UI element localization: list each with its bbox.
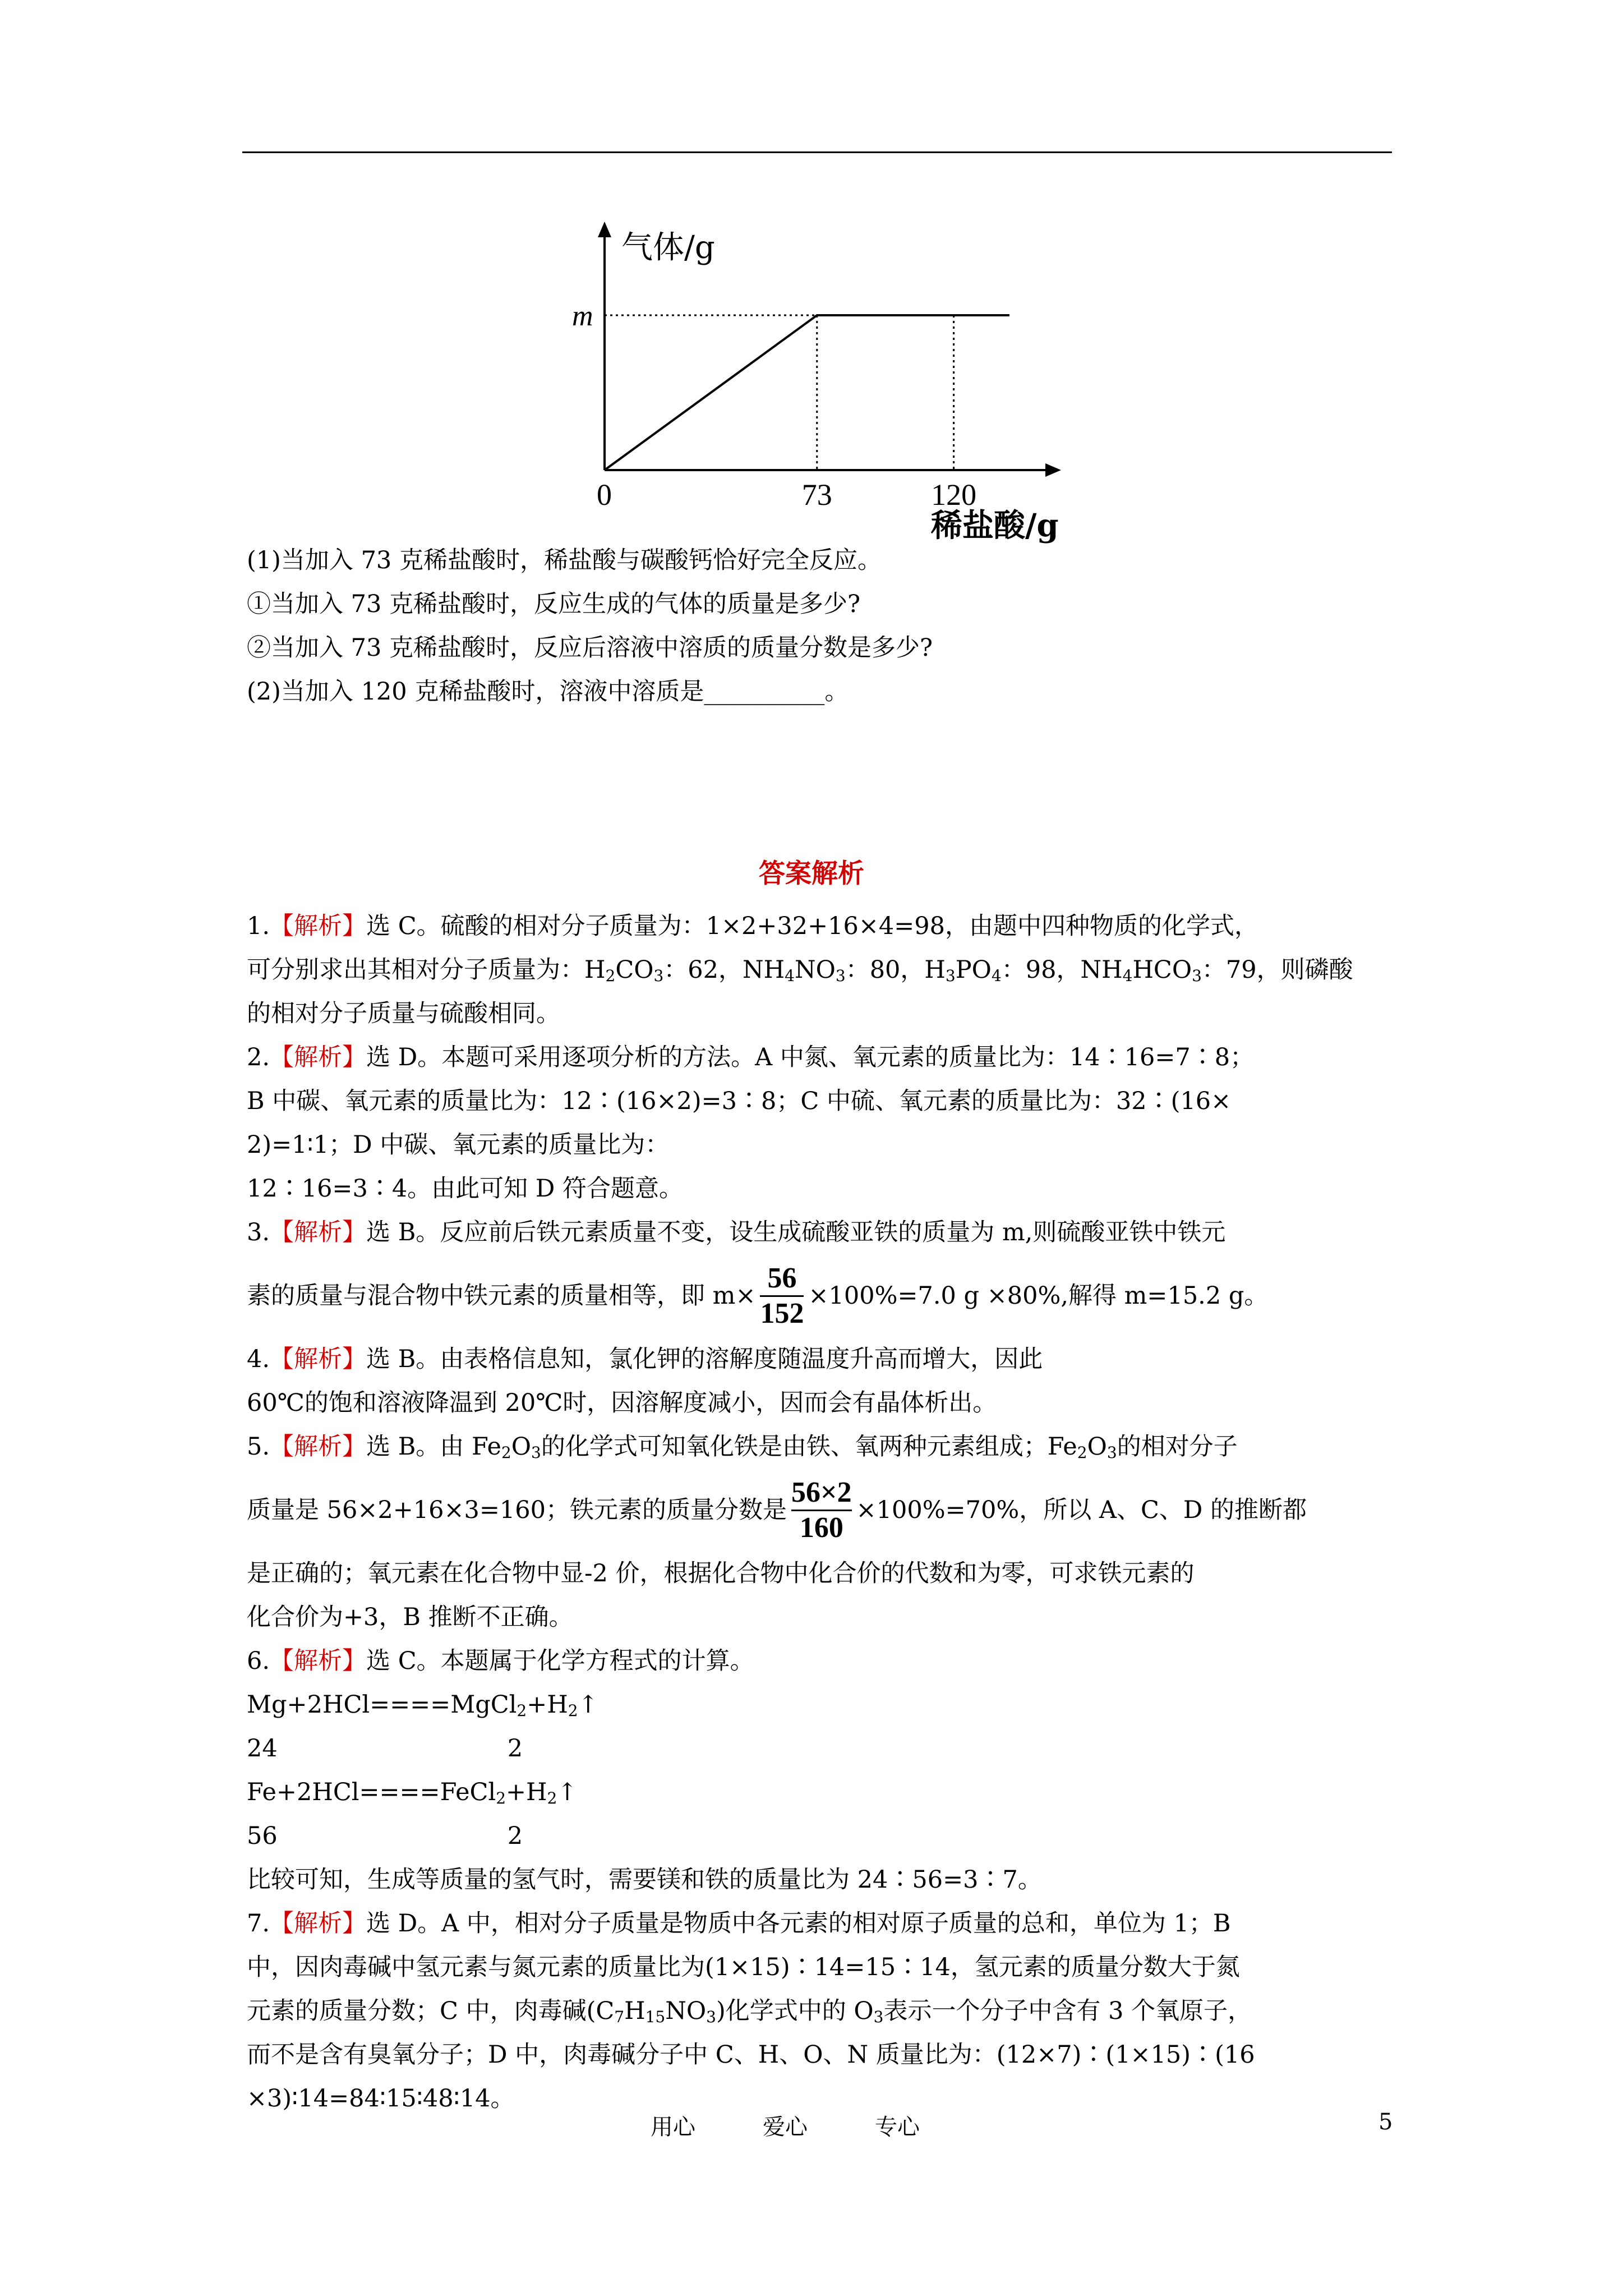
answer-3: 3.【解析】选 B。反应前后铁元素质量不变，设生成硫酸亚铁的质量为 m,则硫酸亚铁中铁元 bbox=[247, 1218, 1226, 1246]
y-axis-label: 气体/g bbox=[621, 229, 715, 266]
fraction: $\frac{56}{152}$ bbox=[760, 1262, 804, 1329]
equation-mg: $Mg+2HCl====MgCl_2+H_2↑$ bbox=[247, 1691, 598, 1720]
equation-fe: $Fe+2HCl====FeCl_2+H_2↑$ bbox=[247, 1778, 578, 1807]
question-block bbox=[247, 539, 1391, 714]
answers-block: 1.【解析】选 C。硫酸的相对分子质量为：1×2+32+16×4=98，由题中四种物质的化学式， 可分别求出其相对分子质量为：$H_2CO_3$：62，$NH_4NO_3$：80，$H_3PO_4$：98，$NH_4HCO_3$：79，则磷酸 的相对分子质量与硫酸相同。 2.【解析】选 D。本题可采用逐项分析的方法。A 中氮、氧元素的质量比为：14∶16=7∶8； B 中碳、氧元素的质量比为：12∶(16×2)=3∶8；C 中硫、氧元素的质量比为：32∶(16× 2)=1∶1；D 中碳、氧元素的质量比为： 12∶16=3∶4。由此可知 D 符合题意。 3.【解析】选 B。反应前后铁元素质量不变，设生成硫酸亚铁的质量为 m,则硫酸亚铁中铁元 素的质量与混合物中铁元素的质量相等，即 m× $\frac{56}{152}$ ×100%=7.0 g ×80%,解得 m=15.2 g。 4.【解析】选 B。由表格信息知，氯化钾的溶解度随温度升高而增大，因此 60℃的饱和溶液降温到 20℃时，因溶解度减小，因而会有晶体析出。 5.【解析】选 B。由 $Fe_2O_3$的化学式可知氧化铁是由铁、氧两种元素组成；$Fe_2O_3$的相对分子 质量是 56×2+16×3=160；铁元素的质量分数是 $\frac{56\times 2}{160}$ ×100%=70%，所以 A、C、D 的推断都 是正确的；氧元素在化合物中显-2 价，根据化合物中化合价的代数和为零，可求铁元素的 化合价为+3，B 推断不正确。 6.【解析】选 C。本题属于化学方程式的计算。 $Mg+2HCl====MgCl_2+H_2↑$ 24 2 $Fe+2HCl====FeCl_2+H_2↑$ 56 2 比较可知，生成等质量的氢气时，需要镁和铁的质量比为 24∶56=3∶7。 7.【解析】选 D。A 中，相对分子质量是物质中各元素的相对原子质量的总和，单位为 1；B 中，因肉毒碱中氢元素与氮元素的质量比为(1×15)∶14=15∶14，氢元素的质量分数大于氮 元素的质量分数；C 中，肉毒碱$(C_7H_{15}NO_3)$化学式中的 $O_3$表示一个分子中含有 3 个氧原子， 而不是含有臭氧分子；D 中，肉毒碱分子中 C、H、O、N 质量比为：(12×7)∶(1×15)∶(16 ×3)∶14=84∶15∶48∶14。 bbox=[247, 904, 1391, 2120]
question-2: (2)当加入 120 克稀盐酸时，溶液中溶质是__________。 bbox=[247, 678, 849, 706]
x-axis-arrow bbox=[1045, 463, 1061, 477]
answers-heading: 答案解析 bbox=[759, 858, 864, 889]
y-tick-m: m bbox=[572, 300, 593, 332]
analysis-tag: 【解析】 bbox=[270, 1043, 367, 1071]
header-rule bbox=[242, 151, 1392, 153]
footer-motto: 用心 爱心 专心 bbox=[651, 2114, 920, 2140]
question-1-a: ①当加入 73 克稀盐酸时，反应生成的气体的质量是多少? bbox=[247, 590, 861, 618]
analysis-tag: 【解析】 bbox=[270, 912, 367, 940]
x-tick-120: 120 bbox=[931, 478, 977, 512]
answer-5: 5.【解析】选 B。由 $Fe_2O_3$的化学式可知氧化铁是由铁、氧两种元素组成；$Fe_2O_3$的相对分子 bbox=[247, 1433, 1238, 1462]
y-axis-arrow bbox=[598, 222, 611, 237]
chart-svg bbox=[538, 219, 1110, 544]
x-tick-0: 0 bbox=[597, 478, 612, 512]
answer-7: 7.【解析】选 D。A 中，相对分子质量是物质中各元素的相对原子质量的总和，单位为 1；B bbox=[247, 1910, 1231, 1938]
series-line bbox=[605, 315, 1009, 470]
analysis-tag: 【解析】 bbox=[270, 1910, 367, 1938]
question-1-b: ②当加入 73 克稀盐酸时，反应后溶液中溶质的质量分数是多少? bbox=[247, 634, 933, 662]
answer-4: 4.【解析】选 B。由表格信息知，氯化钾的溶解度随温度升高而增大，因此 bbox=[247, 1345, 1043, 1373]
gas-vs-acid-chart bbox=[538, 219, 1110, 544]
analysis-tag: 【解析】 bbox=[270, 1647, 367, 1675]
analysis-tag: 【解析】 bbox=[270, 1345, 367, 1373]
question-1: (1)当加入 73 克稀盐酸时，稀盐酸与碳酸钙恰好完全反应。 bbox=[247, 546, 882, 574]
answer-1: 1.【解析】选 C。硫酸的相对分子质量为：1×2+32+16×4=98，由题中四种物质的化学式， bbox=[247, 912, 1258, 940]
answer-6: 6.【解析】选 C。本题属于化学方程式的计算。 bbox=[247, 1647, 754, 1675]
x-tick-73: 73 bbox=[801, 478, 832, 512]
x-axis-label: 稀盐酸/g bbox=[931, 507, 1059, 544]
analysis-tag: 【解析】 bbox=[270, 1433, 367, 1461]
page-number: 5 bbox=[1378, 2109, 1393, 2135]
analysis-tag: 【解析】 bbox=[270, 1218, 367, 1246]
answer-2: 2.【解析】选 D。本题可采用逐项分析的方法。A 中氮、氧元素的质量比为：14∶16=7∶8； bbox=[247, 1043, 1255, 1071]
fraction: $\frac{56\times 2}{160}$ bbox=[791, 1476, 852, 1544]
